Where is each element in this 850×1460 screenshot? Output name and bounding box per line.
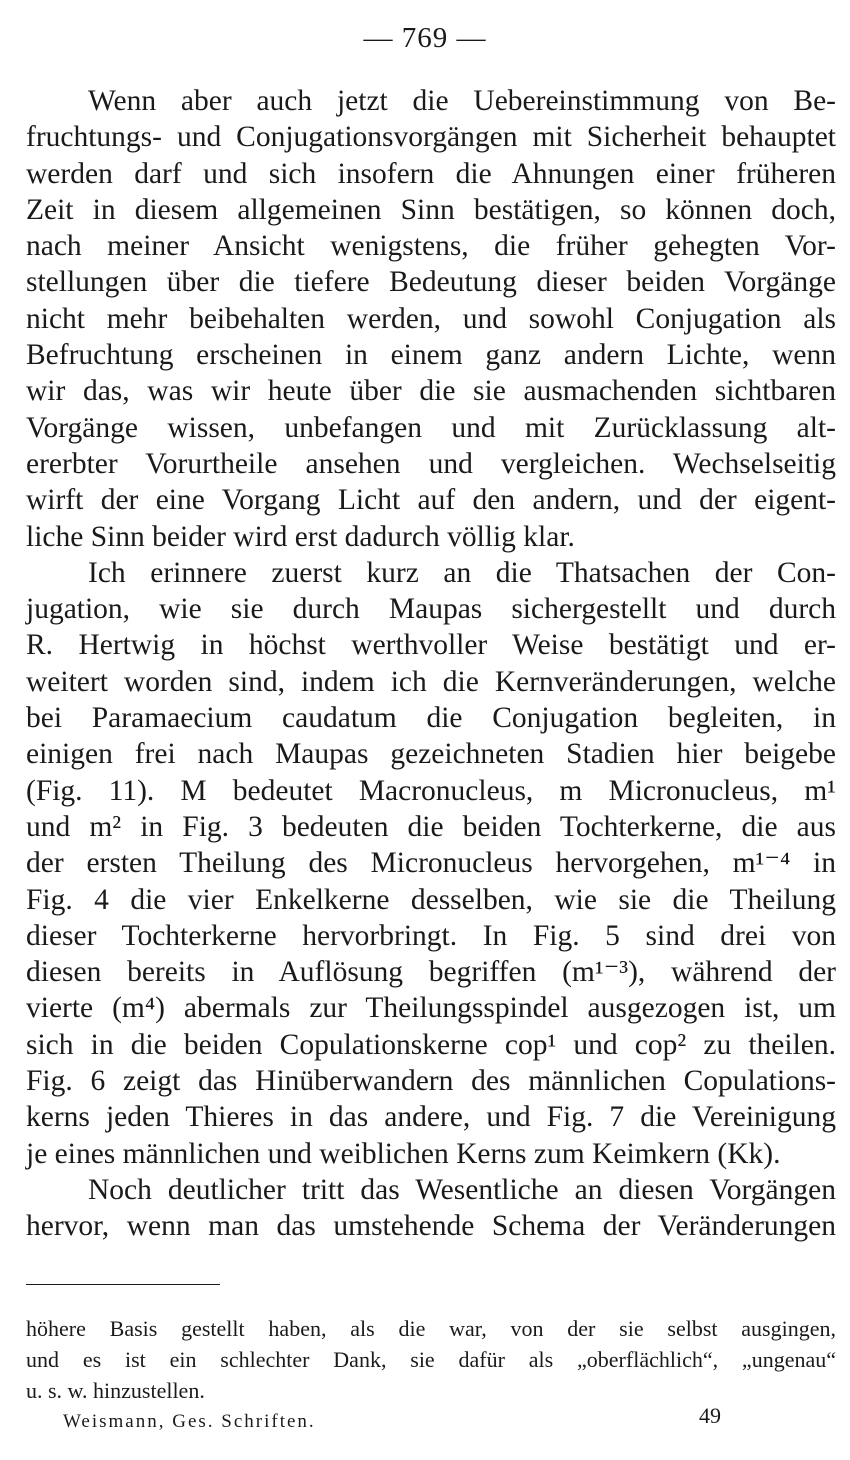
- text-line: und m² in Fig. 3 bedeuten die beiden Tochterkerne, die aus: [26, 810, 836, 843]
- text-line: wir das, was wir heute über die sie ausmachenden sichtbaren: [26, 375, 836, 408]
- paragraph-3: [26, 1172, 836, 1245]
- text-line: einigen frei nach Maupas gezeichneten Stadien hier beigebe: [26, 738, 836, 771]
- text-line: diesen bereits in Auflösung begriffen (m¹⁻³), während der: [26, 956, 836, 989]
- text-line: vierte (m⁴) abermals zur Theilungsspindel ausgezogen ist, um: [26, 992, 836, 1025]
- text-line: sich in die beiden Copulationskerne cop¹ und cop² zu theilen.: [26, 1028, 836, 1061]
- text-line: wirft der eine Vorgang Licht auf den andern, und der eigent-: [26, 484, 836, 517]
- signature-line: Weismann, Ges. Schriften.: [63, 1411, 316, 1432]
- paragraph-1: [26, 83, 836, 555]
- text-line: nach meiner Ansicht wenigstens, die früher gehegten Vor-: [26, 230, 836, 263]
- footnote-line: u. s. w. hinzustellen.: [26, 1378, 205, 1403]
- text-line: kerns jeden Thieres in das andere, und Fig. 7 die Vereinigung: [26, 1101, 836, 1134]
- text-line: Vorgänge wissen, unbefangen und mit Zurücklassung alt-: [26, 411, 836, 444]
- text-line: liche Sinn beider wird erst dadurch völlig klar.: [26, 520, 575, 553]
- text-line: Ich erinnere zuerst kurz an die Thatsachen der Con-: [88, 556, 836, 589]
- text-line: nicht mehr beibehalten werden, und sowohl Conjugation als: [26, 302, 836, 335]
- text-line: dieser Tochterkerne hervorbringt. In Fig. 5 sind drei von: [26, 919, 836, 952]
- text-line: Zeit in diesem allgemeinen Sinn bestätigen, so können doch,: [26, 193, 836, 226]
- page-number: — 769 —: [363, 22, 487, 54]
- text-line: werden darf und sich insofern die Ahnungen einer früheren: [26, 157, 836, 190]
- footnote-line: höhere Basis gestellt haben, als die war, von der sie selbst ausgingen,: [26, 1316, 836, 1341]
- paragraph-2: [26, 555, 836, 1172]
- text-line: (Fig. 11). M bedeutet Macronucleus, m Micronucleus, m¹: [26, 774, 836, 807]
- text-line: hervor, wenn man das umstehende Schema der Veränderungen: [26, 1210, 836, 1243]
- text-line: jugation, wie sie durch Maupas sichergestellt und durch: [26, 593, 836, 626]
- sheet-number: 49: [699, 1403, 721, 1428]
- text-line: fruchtungs- und Conjugationsvorgängen mit Sicherheit behauptet: [26, 121, 836, 154]
- text-line: je eines männlichen und weiblichen Kerns zum Keimkern (Kk).: [26, 1137, 781, 1170]
- text-line: der ersten Theilung des Micronucleus hervorgehen, m¹⁻⁴ in: [26, 847, 836, 880]
- text-line: stellungen über die tiefere Bedeutung dieser beiden Vorgänge: [26, 266, 836, 299]
- text-line: Noch deutlicher tritt das Wesentliche an diesen Vorgängen: [88, 1173, 836, 1206]
- text-line: Wenn aber auch jetzt die Uebereinstimmung von Be-: [88, 85, 836, 117]
- text-line: R. Hertwig in höchst werthvoller Weise bestätigt und er-: [26, 629, 836, 662]
- text-line: bei Paramaecium caudatum die Conjugation begleiten, in: [26, 702, 836, 735]
- text-line: ererbter Vorurtheile ansehen und vergleichen. Wechselseitig: [26, 447, 836, 480]
- text-line: Fig. 6 zeigt das Hinüberwandern des männlichen Copulations-: [26, 1065, 836, 1098]
- footnote-line: und es ist ein schlechter Dank, sie dafür als „oberflächlich“, „ungenau“: [26, 1347, 836, 1372]
- text-line: Fig. 4 die vier Enkelkerne desselben, wie sie die Theilung: [26, 883, 836, 916]
- text-line: Befruchtung erscheinen in einem ganz andern Lichte, wenn: [26, 339, 836, 372]
- footnote: [26, 1313, 836, 1406]
- body-text: [26, 83, 836, 1245]
- text-line: weitert worden sind, indem ich die Kernveränderungen, welche: [26, 665, 836, 698]
- footnote-divider: [26, 1284, 220, 1285]
